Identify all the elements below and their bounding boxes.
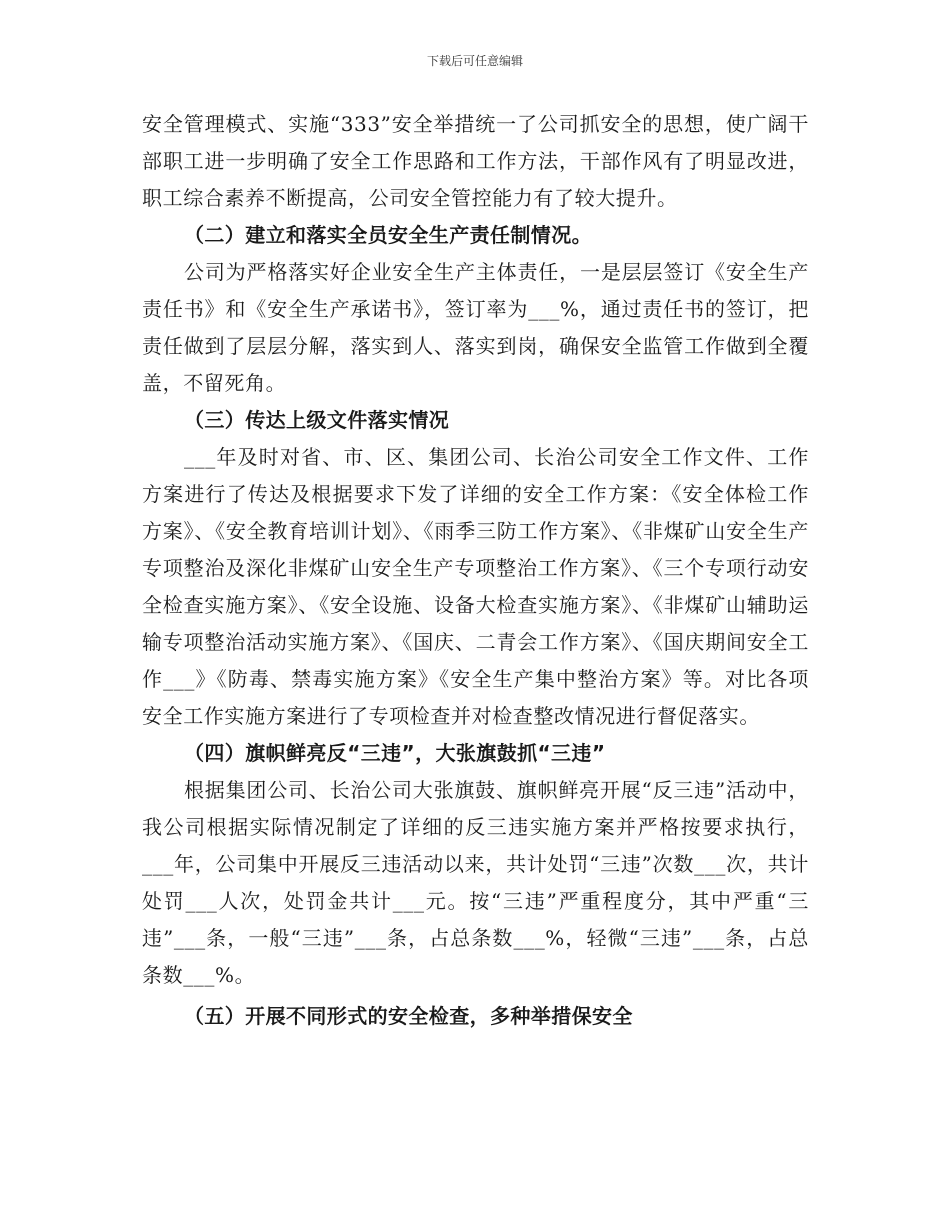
- paragraph-2: 公司为严格落实好企业安全生产主体责任，一是层层签订《安全生产责任书》和《安全生产承诺书》，签订率为___%，通过责任书的签订，把责任做到了层层分解，落实到人、落实到岗，确保安全监管工作做到全覆盖，不留死角。: [142, 260, 809, 395]
- page-header: 下载后可任意编辑: [426, 54, 523, 68]
- section-heading-4: （四）旗帜鲜亮反“三违”，大张旗鼓抓“三违”: [184, 741, 606, 765]
- section-heading-3: （三）传达上级文件落实情况: [184, 408, 450, 432]
- paragraph-1: 安全管理模式、实施“333”安全举措统一了公司抓安全的思想，使广阔干部职工进一步明确了安全工作思路和工作方法，干部作风有了明显改进，职工综合素养不断提高，公司安全管控能力有了较大提升。: [142, 112, 809, 210]
- section-heading-2: （二）建立和落实全员安全生产责任制情况。: [184, 223, 592, 247]
- section-heading-5: （五）开展不同形式的安全检查，多种举措保安全: [184, 1004, 633, 1028]
- document-body: [142, 106, 809, 1035]
- paragraph-3: ___年及时对省、市、区、集团公司、长治公司安全工作文件、工作方案进行了传达及根据要求下发了详细的安全工作方案：《安全体检工作方案》、《安全教育培训计划》、《雨季三防工作方案》、《非煤矿山安全生产专项整治及深化非煤矿山安全生产专项整治工作方案》、《三个专项行动安全检查实施方案》、《安全设施、设备大检查实施方案》、《非煤矿山辅助运输专项整治活动实施方案》、《国庆、二青会工作方案》、《国庆期间安全工作___》《防毒、禁毒实施方案》《安全生产集中整治方案》等。对比各项安全工作实施方案进行了专项检查并对检查整改情况进行督促落实。: [142, 445, 809, 728]
- paragraph-4: 根据集团公司、长治公司大张旗鼓、旗帜鲜亮开展“反三违”活动中，我公司根据实际情况制定了详细的反三违实施方案并严格按要求执行，___年，公司集中开展反三违活动以来，共计处罚“三违”次数___次，共计处罚___人次，处罚金共计___元。按“三违”严重程度分，其中严重“三违”___条，一般“三违”___条，占总条数___%，轻微“三违”___条，占总条数___%。: [142, 778, 809, 987]
